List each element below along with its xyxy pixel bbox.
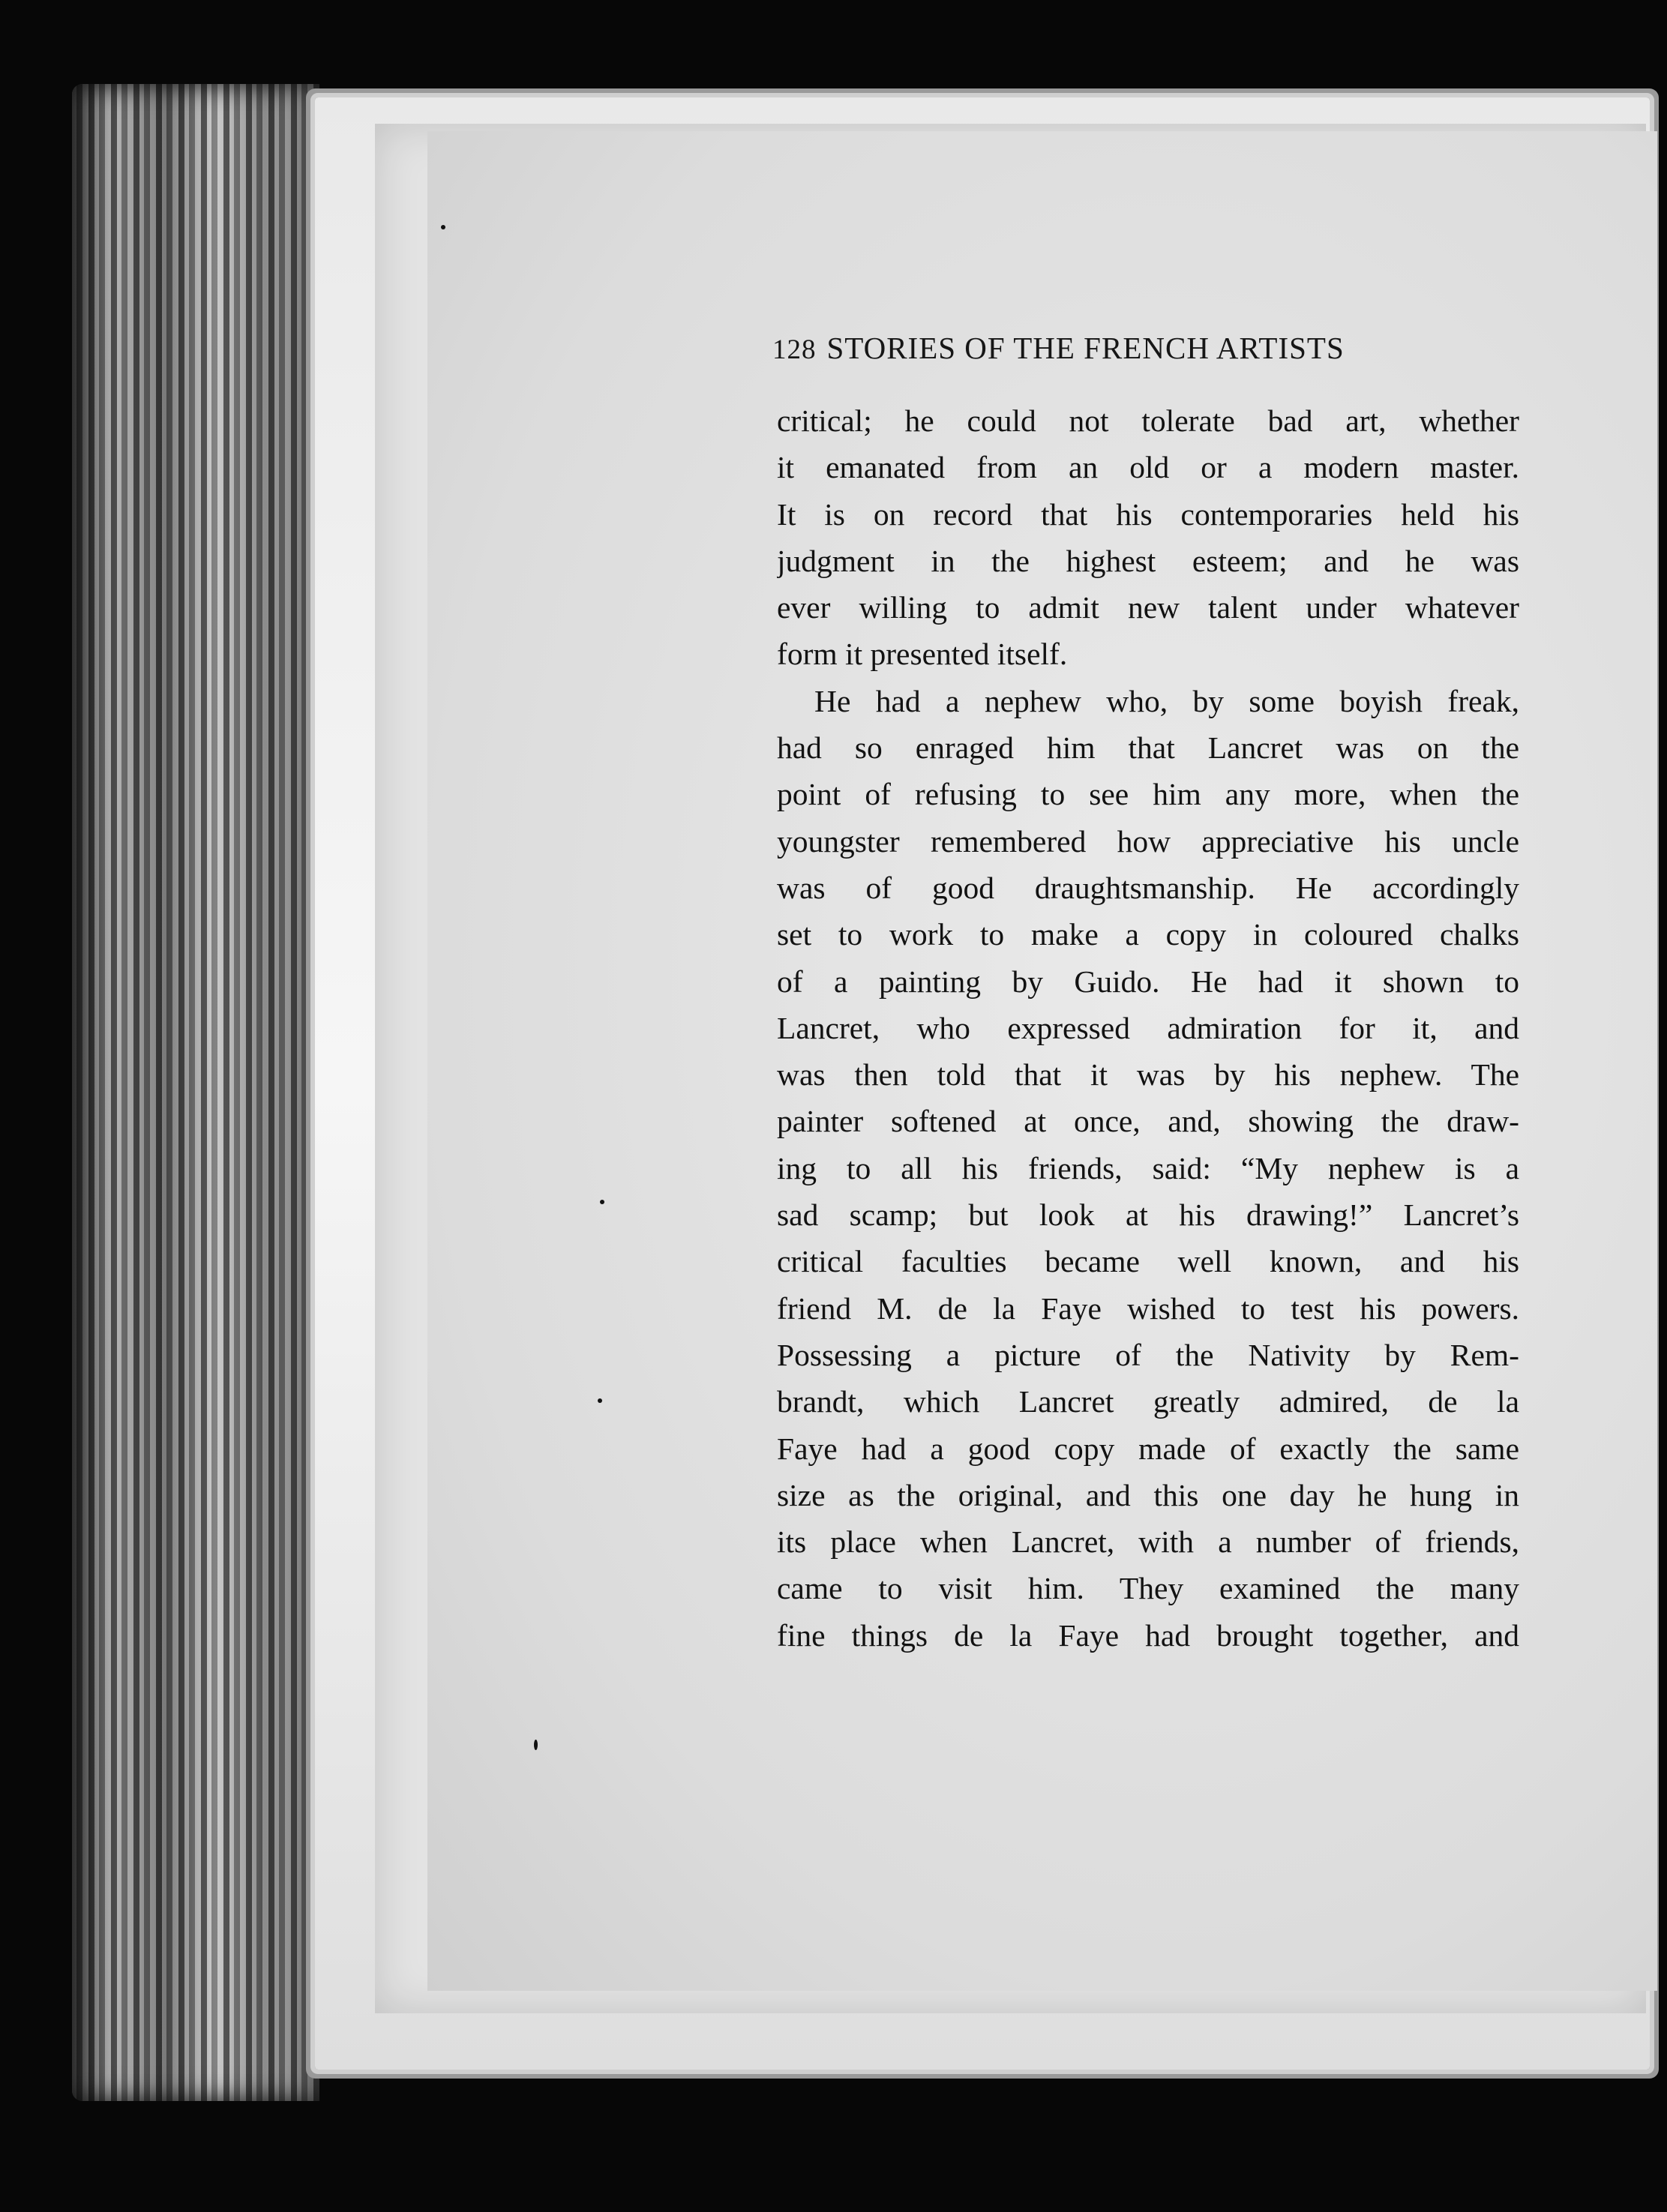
text-line: Possessing a picture of the Nativity by Rem- (777, 1337, 1519, 1372)
text-line: painter softened at once, and, showing the draw- (777, 1104, 1519, 1139)
text-line: friend M. de la Faye wished to test his powers. (777, 1290, 1519, 1326)
text-line: critical faculties became well known, and his (777, 1244, 1519, 1279)
text-line: Faye had a good copy made of exactly the same (777, 1431, 1519, 1466)
text-line: size as the original, and this one day he hung in (777, 1477, 1519, 1512)
text-line: It is on record that his contemporaries held his (777, 496, 1519, 532)
text-line: its place when Lancret, with a number of friends, (777, 1524, 1519, 1560)
text-line: had so enraged him that Lancret was on the (777, 730, 1519, 766)
text-line: critical; he could not tolerate bad art, whether (777, 403, 1519, 438)
running-head (772, 330, 1522, 366)
text-line: of a painting by Guido. He had it shown to (777, 964, 1519, 999)
page-number: 128 (772, 334, 817, 365)
text-line: was then told that it was by his nephew. The (777, 1057, 1519, 1093)
running-head-title: STORIES OF THE FRENCH ARTISTS (826, 331, 1345, 365)
book-spine (72, 84, 319, 2101)
scan-speck (600, 1200, 604, 1204)
text-line: judgment in the highest esteem; and he was (777, 543, 1519, 578)
text-line: point of refusing to see him any more, when the (777, 777, 1519, 812)
text-line: ing to all his friends, said: “My nephew is a (777, 1150, 1519, 1185)
text-line: it emanated from an old or a modern master. (777, 450, 1519, 485)
text-line: ever willing to admit new talent under whatever (777, 590, 1519, 625)
text-line: was of good draughtsmanship. He accordingly (777, 870, 1519, 905)
body-text (777, 397, 1519, 1659)
text-line: youngster remembered how appreciative his uncle (777, 823, 1519, 859)
text-line: brandt, which Lancret greatly admired, de la (777, 1384, 1519, 1419)
text-line: form it presented itself. (777, 637, 1068, 672)
text-line: set to work to make a copy in coloured chalks (777, 917, 1519, 952)
text-line: sad scamp; but look at his drawing!” Lancret’s (777, 1197, 1519, 1233)
scan-speck (534, 1740, 538, 1750)
text-line: fine things de la Faye had brought together, and (777, 1617, 1519, 1653)
scan-speck (598, 1398, 602, 1403)
text-line: came to visit him. They examined the many (777, 1571, 1519, 1606)
text-line: He had a nephew who, by some boyish freak, (814, 683, 1519, 718)
scan-speck (441, 225, 445, 229)
text-line: Lancret, who expressed admiration for it, and (777, 1010, 1519, 1045)
